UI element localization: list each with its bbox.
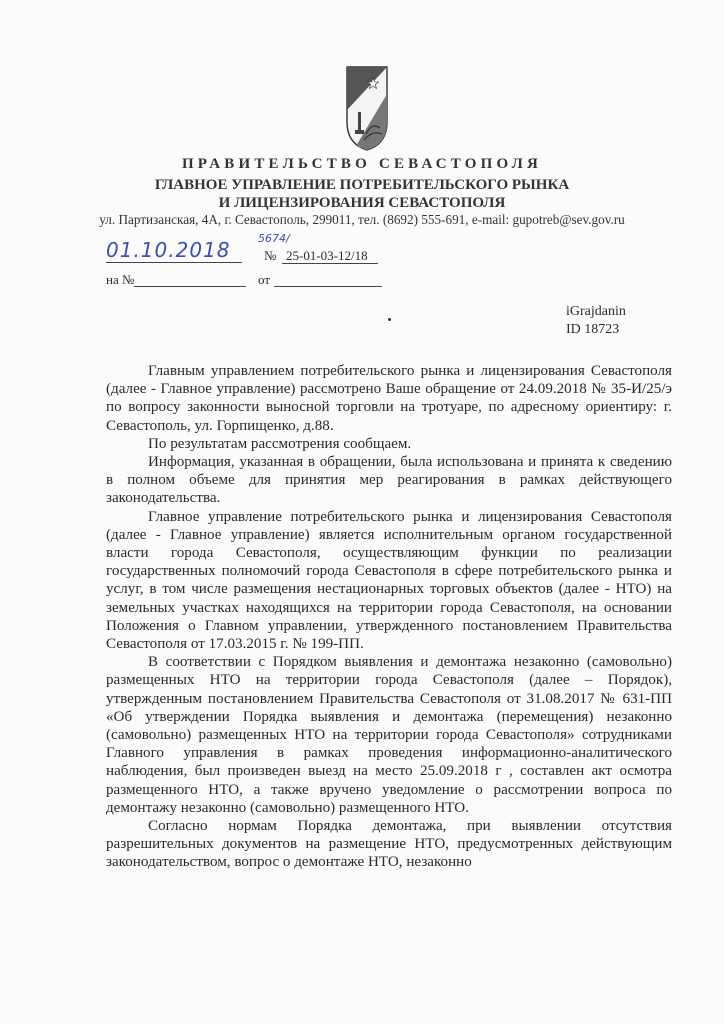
reference-underline — [282, 263, 378, 264]
reply-date-blank — [274, 286, 382, 287]
handwritten-date: 01.10.2018 — [106, 238, 231, 262]
letter-body — [106, 362, 672, 872]
body-paragraph-3: Информация, указанная в обращении, была использована и принята к сведению в полном объеме для принятия мер реагирования в рамках действующего законодательства. — [106, 454, 672, 507]
reply-to-number-blank — [134, 286, 246, 287]
department-title-line1: ГЛАВНОЕ УПРАВЛЕНИЕ ПОТРЕБИТЕЛЬСКОГО РЫНКА — [154, 177, 570, 193]
department-address: ул. Партизанская, 4А, г. Севастополь, 299011, тел. (8692) 555-691, e-mail: gupotreb@sev.gov.ru — [99, 212, 625, 227]
reply-date-label: от — [258, 272, 271, 287]
department-title-line2: И ЛИЦЕНЗИРОВАНИЯ СЕВАСТОПОЛЯ — [218, 195, 506, 211]
number-label: № — [264, 248, 277, 263]
date-underline — [106, 262, 242, 263]
body-paragraph-6: Согласно нормам Порядка демонтажа, при выявлении отсутствия разрешительных документов на размещение НТО, предусмотренных действующим законодательством, вопрос о демонтаже НТО, незаконно — [106, 818, 672, 871]
government-title: ПРАВИТЕЛЬСТВО СЕВАСТОПОЛЯ — [181, 156, 543, 172]
body-paragraph-1: Главным управлением потребительского рынка и лицензирования Севастополя (далее - Главное управление) рассмотрено Ваше обращение от 24.09.2018 № 35-И/25/э по вопросу законности выносной торговли на тротуаре, по адресному ориентиру: г. Севастополь, ул. Горпищенко, д.88. — [106, 363, 672, 434]
reference-number: 25-01-03-12/18 — [286, 248, 368, 263]
ink-dot — [388, 318, 391, 321]
body-paragraph-5: В соответствии с Порядком выявления и демонтажа незаконно (самовольно) размещенных НТО на территории города Севастополя (далее – Порядок), утвержденным постановлением Правительства Севастополя от 31.08.2017 № 631-ПП «Об утверждении Порядка выявления и демонтажа (перемещения) незаконно (самовольно) размещенных НТО на территории города Севастополя» сотрудниками Главного управления в рамках проведения информационно-аналитического наблюдения, был произведен выезд на место 25.09.2018 г , составлен акт осмотра размещенного НТО, а также вручено уведомление о рассмотрении вопроса по демонтажу незаконно (самовольно) размещенного НТО. — [106, 654, 672, 816]
recipient-name: iGrajdanin — [566, 304, 626, 319]
body-paragraph-4: Главное управление потребительского рынка и лицензирования Севастополя (далее - Главное управление) является исполнительным органом государственной власти города Севастополя, осуществляющим функции по реализации государственных полномочий города Севастополя в сфере потребительского рынка и услуг, в том числе размещения нестационарных торговых объектов (далее - НТО) на земельных участках находящихся на территории города Севастополя, на основании Положения о Главном управлении, утвержденного постановлением Правительства Севастополя от 17.03.2015 г. № 199-ПП. — [106, 508, 672, 653]
body-paragraph-2: По результатам рассмотрения сообщаем. — [148, 435, 412, 452]
reply-to-label: на № — [106, 272, 135, 287]
recipient-id: ID 18723 — [566, 322, 620, 337]
sevastopol-coat-of-arms-icon — [344, 64, 390, 152]
handwritten-registration-number: 5674/ — [258, 232, 290, 245]
